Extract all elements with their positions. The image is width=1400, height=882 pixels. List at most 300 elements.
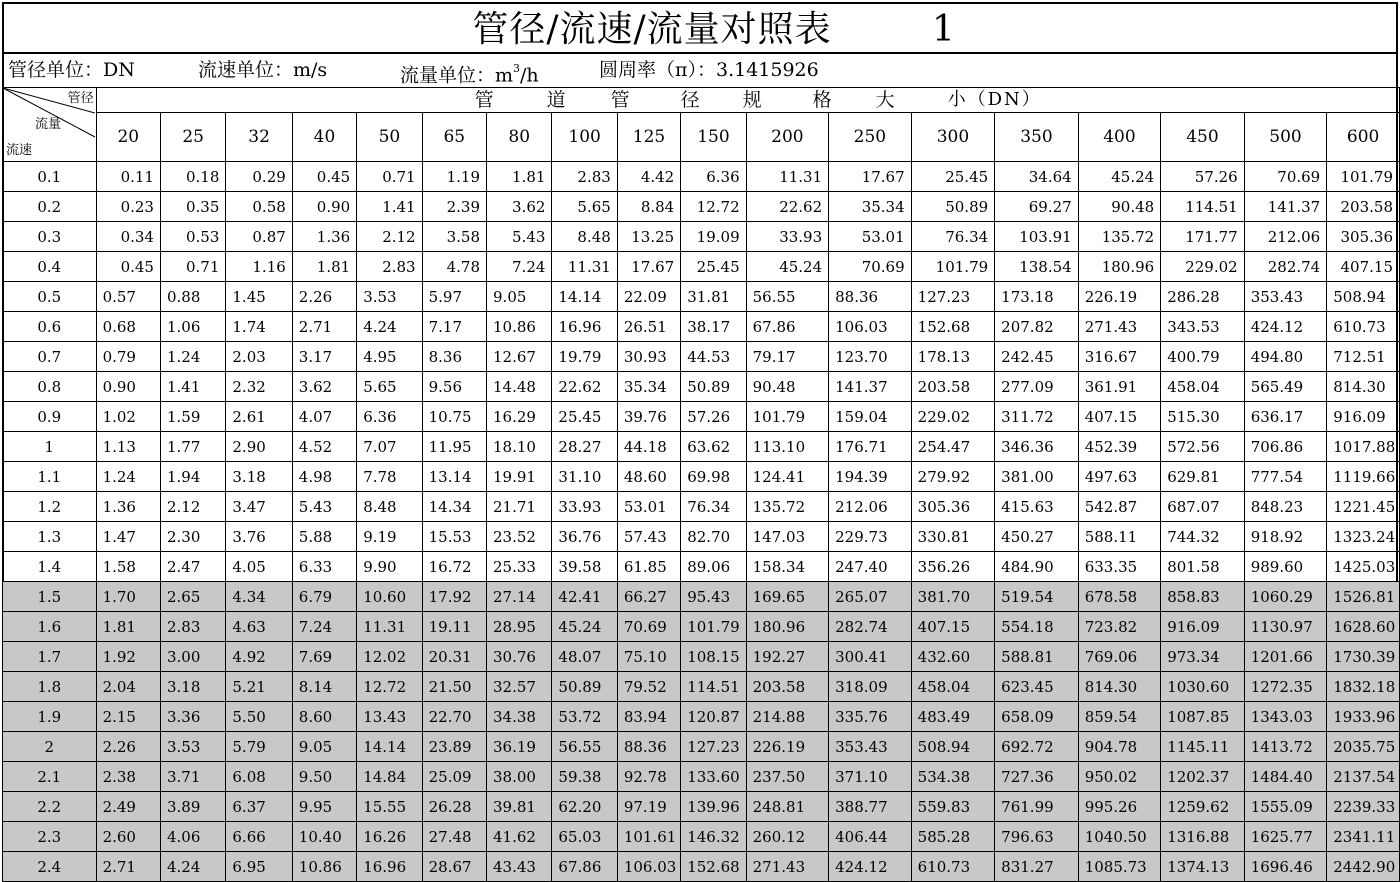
spec-header-char: 径 — [680, 89, 702, 111]
flow-value-cell: 9.56 — [422, 372, 486, 402]
flow-value-cell: 19.91 — [487, 462, 552, 492]
pi-value-label: 圆周率（π）：3.1415926 — [599, 59, 819, 81]
flow-value-cell: 82.70 — [681, 522, 746, 552]
velocity-cell: 0.6 — [3, 312, 97, 342]
flow-value-cell: 32.57 — [487, 672, 552, 702]
flow-value-cell: 2341.11 — [1327, 822, 1400, 852]
flow-value-cell: 904.78 — [1078, 732, 1161, 762]
flow-value-cell: 14.34 — [422, 492, 486, 522]
flow-value-cell: 3.53 — [357, 282, 422, 312]
flow-value-cell: 44.53 — [681, 342, 746, 372]
flow-value-cell: 1272.35 — [1244, 672, 1327, 702]
flow-value-cell: 388.77 — [829, 792, 912, 822]
flow-value-cell: 950.02 — [1078, 762, 1161, 792]
flow-value-cell: 146.32 — [681, 822, 746, 852]
velocity-cell: 1.4 — [3, 552, 97, 582]
flow-value-cell: 25.45 — [552, 402, 617, 432]
table-row — [3, 702, 1400, 732]
flow-value-cell: 1.81 — [96, 612, 160, 642]
flow-value-cell: 692.72 — [995, 732, 1079, 762]
flow-value-cell: 22.70 — [422, 702, 486, 732]
flow-value-cell: 5.79 — [226, 732, 292, 762]
flow-value-cell: 6.95 — [226, 852, 292, 882]
flow-value-cell: 28.95 — [487, 612, 552, 642]
table-row — [3, 822, 1400, 852]
flow-value-cell: 1696.46 — [1244, 852, 1327, 882]
flow-value-cell: 515.30 — [1161, 402, 1245, 432]
flow-value-cell: 3.47 — [226, 492, 292, 522]
flow-value-cell: 10.60 — [357, 582, 422, 612]
table-row — [3, 462, 1400, 492]
flow-value-cell: 0.88 — [160, 282, 225, 312]
velocity-cell: 1.7 — [3, 642, 97, 672]
flow-value-cell: 14.14 — [552, 282, 617, 312]
flow-value-cell: 8.84 — [617, 192, 680, 222]
flow-value-cell: 1526.81 — [1327, 582, 1400, 612]
flow-value-cell: 916.09 — [1161, 612, 1245, 642]
flow-value-cell: 9.05 — [292, 732, 356, 762]
velocity-cell: 0.3 — [3, 222, 97, 252]
flow-value-cell: 2442.90 — [1327, 852, 1400, 882]
flow-value-cell: 1730.39 — [1327, 642, 1400, 672]
flow-value-cell: 15.55 — [357, 792, 422, 822]
flow-value-cell: 12.72 — [357, 672, 422, 702]
flow-value-cell: 1.16 — [226, 252, 292, 282]
flow-value-cell: 300.41 — [829, 642, 912, 672]
flow-value-cell: 623.45 — [995, 672, 1079, 702]
flow-value-cell: 330.81 — [911, 522, 995, 552]
flow-value-cell: 10.75 — [422, 402, 486, 432]
flow-value-cell: 1.81 — [487, 162, 552, 192]
flow-value-cell: 31.81 — [681, 282, 746, 312]
flow-value-cell: 36.19 — [487, 732, 552, 762]
flow-value-cell: 17.92 — [422, 582, 486, 612]
flow-value-cell: 97.19 — [617, 792, 680, 822]
column-header-dn: 100 — [552, 113, 617, 162]
flow-value-cell: 83.94 — [617, 702, 680, 732]
velocity-cell: 1.3 — [3, 522, 97, 552]
column-header-dn: 450 — [1161, 113, 1245, 162]
flow-value-cell: 14.84 — [357, 762, 422, 792]
flow-value-cell: 801.58 — [1161, 552, 1245, 582]
column-header-dn: 150 — [681, 113, 746, 162]
flow-value-cell: 6.79 — [292, 582, 356, 612]
corner-label-flow: 流量 — [35, 117, 62, 132]
flow-value-cell: 318.09 — [829, 672, 912, 702]
flow-value-cell: 248.81 — [746, 792, 829, 822]
table-row — [3, 192, 1400, 222]
flow-value-cell: 916.09 — [1327, 402, 1400, 432]
column-header-dn: 50 — [357, 113, 422, 162]
flow-value-cell: 16.26 — [357, 822, 422, 852]
flow-value-cell: 1.02 — [96, 402, 160, 432]
title-number: 1 — [932, 9, 955, 50]
table-row — [3, 222, 1400, 252]
table-row — [3, 522, 1400, 552]
corner-label-diameter: 管径 — [67, 91, 94, 106]
table-row — [3, 552, 1400, 582]
flow-value-cell: 66.27 — [617, 582, 680, 612]
flow-value-cell: 8.48 — [357, 492, 422, 522]
flow-value-cell: 1316.88 — [1161, 822, 1245, 852]
flow-value-cell: 0.35 — [160, 192, 225, 222]
flow-value-cell: 7.17 — [422, 312, 486, 342]
flow-value-cell: 19.79 — [552, 342, 617, 372]
flow-value-cell: 95.43 — [681, 582, 746, 612]
flow-value-cell: 633.35 — [1078, 552, 1161, 582]
flow-value-cell: 265.07 — [829, 582, 912, 612]
flow-value-cell: 13.43 — [357, 702, 422, 732]
flow-value-cell: 65.03 — [552, 822, 617, 852]
velocity-cell: 1.1 — [3, 462, 97, 492]
flow-value-cell: 56.55 — [746, 282, 829, 312]
flow-value-cell: 27.14 — [487, 582, 552, 612]
flow-value-cell: 2239.33 — [1327, 792, 1400, 822]
flow-value-cell: 178.13 — [911, 342, 995, 372]
flow-unit-superscript: 3 — [513, 62, 521, 75]
flow-value-cell: 353.43 — [1244, 282, 1327, 312]
flow-value-cell: 1625.77 — [1244, 822, 1327, 852]
flow-value-cell: 43.43 — [487, 852, 552, 882]
flow-value-cell: 1040.50 — [1078, 822, 1161, 852]
flow-value-cell: 458.04 — [1161, 372, 1245, 402]
flow-value-cell: 407.15 — [911, 612, 995, 642]
flow-value-cell: 3.62 — [292, 372, 356, 402]
flow-value-cell: 2.12 — [357, 222, 422, 252]
flow-value-cell: 0.68 — [96, 312, 160, 342]
flow-value-cell: 356.26 — [911, 552, 995, 582]
flow-value-cell: 0.71 — [160, 252, 225, 282]
flow-value-cell: 67.86 — [552, 852, 617, 882]
spec-header-char: 格 — [812, 89, 834, 111]
flow-value-cell: 1.92 — [96, 642, 160, 672]
flow-value-cell: 519.54 — [995, 582, 1079, 612]
flow-value-cell: 1.58 — [96, 552, 160, 582]
flow-value-cell: 63.62 — [681, 432, 746, 462]
flow-value-cell: 542.87 — [1078, 492, 1161, 522]
flow-value-cell: 30.76 — [487, 642, 552, 672]
table-row — [3, 372, 1400, 402]
column-header-dn: 32 — [226, 113, 292, 162]
flow-value-cell: 424.12 — [1244, 312, 1327, 342]
flow-value-cell: 814.30 — [1327, 372, 1400, 402]
velocity-cell: 0.2 — [3, 192, 97, 222]
flow-value-cell: 2.39 — [422, 192, 486, 222]
flow-value-cell: 3.18 — [226, 462, 292, 492]
table-row — [3, 492, 1400, 522]
flow-value-cell: 3.18 — [160, 672, 225, 702]
table-row — [3, 402, 1400, 432]
flow-value-cell: 7.24 — [292, 612, 356, 642]
flow-value-cell: 26.28 — [422, 792, 486, 822]
flow-value-cell: 41.62 — [487, 822, 552, 852]
flow-value-cell: 11.95 — [422, 432, 486, 462]
velocity-cell: 2 — [3, 732, 97, 762]
flow-value-cell: 1.94 — [160, 462, 225, 492]
flow-value-cell: 744.32 — [1161, 522, 1245, 552]
flow-value-cell: 139.96 — [681, 792, 746, 822]
flow-value-cell: 452.39 — [1078, 432, 1161, 462]
flow-value-cell: 1.45 — [226, 282, 292, 312]
flow-value-cell: 113.10 — [746, 432, 829, 462]
table-row — [3, 732, 1400, 762]
flow-value-cell: 858.83 — [1161, 582, 1245, 612]
flow-value-cell: 1933.96 — [1327, 702, 1400, 732]
flow-value-cell: 706.86 — [1244, 432, 1327, 462]
flow-value-cell: 88.36 — [829, 282, 912, 312]
flow-value-cell: 305.36 — [911, 492, 995, 522]
flow-value-cell: 5.50 — [226, 702, 292, 732]
spec-header-char: 道 — [546, 89, 568, 111]
flow-value-cell: 138.54 — [995, 252, 1079, 282]
flow-value-cell: 335.76 — [829, 702, 912, 732]
flow-value-cell: 723.82 — [1078, 612, 1161, 642]
flow-value-cell: 3.00 — [160, 642, 225, 672]
flow-value-cell: 212.06 — [1244, 222, 1327, 252]
flow-value-cell: 19.11 — [422, 612, 486, 642]
flow-value-cell: 2137.54 — [1327, 762, 1400, 792]
flow-value-cell: 90.48 — [746, 372, 829, 402]
flow-value-cell: 101.79 — [911, 252, 995, 282]
flow-value-cell: 1484.40 — [1244, 762, 1327, 792]
flow-value-cell: 483.49 — [911, 702, 995, 732]
velocity-cell: 1.5 — [3, 582, 97, 612]
corner-header-cell — [3, 88, 97, 162]
flow-value-cell: 1425.03 — [1327, 552, 1400, 582]
flow-value-cell: 286.28 — [1161, 282, 1245, 312]
flow-value-cell: 1555.09 — [1244, 792, 1327, 822]
flow-value-cell: 176.71 — [829, 432, 912, 462]
flow-value-cell: 381.00 — [995, 462, 1079, 492]
velocity-cell: 1.9 — [3, 702, 97, 732]
flow-value-cell: 101.61 — [617, 822, 680, 852]
flow-value-cell: 12.72 — [681, 192, 746, 222]
flow-value-cell: 5.65 — [357, 372, 422, 402]
flow-value-cell: 2.83 — [160, 612, 225, 642]
flow-value-cell: 0.34 — [96, 222, 160, 252]
flow-value-cell: 194.39 — [829, 462, 912, 492]
flow-value-cell: 5.65 — [552, 192, 617, 222]
flow-value-cell: 2.71 — [96, 852, 160, 882]
flow-value-cell: 989.60 — [1244, 552, 1327, 582]
flow-value-cell: 859.54 — [1078, 702, 1161, 732]
flow-value-cell: 101.79 — [681, 612, 746, 642]
header-row-spec — [3, 88, 1400, 113]
flow-value-cell: 237.50 — [746, 762, 829, 792]
flow-value-cell: 1221.45 — [1327, 492, 1400, 522]
flow-value-cell: 361.91 — [1078, 372, 1161, 402]
flow-value-cell: 18.10 — [487, 432, 552, 462]
velocity-cell: 0.4 — [3, 252, 97, 282]
table-row — [3, 252, 1400, 282]
flow-value-cell: 90.48 — [1078, 192, 1161, 222]
flow-value-cell: 1.36 — [292, 222, 356, 252]
flow-value-cell: 610.73 — [911, 852, 995, 882]
flow-value-cell: 5.21 — [226, 672, 292, 702]
flow-value-cell: 2.61 — [226, 402, 292, 432]
flow-value-cell: 7.07 — [357, 432, 422, 462]
flow-value-cell: 769.06 — [1078, 642, 1161, 672]
flow-value-cell: 39.76 — [617, 402, 680, 432]
flow-value-cell: 152.68 — [681, 852, 746, 882]
table-row — [3, 432, 1400, 462]
table-row — [3, 672, 1400, 702]
table-row — [3, 282, 1400, 312]
flow-value-cell: 152.68 — [911, 312, 995, 342]
flow-value-cell: 712.51 — [1327, 342, 1400, 372]
flow-value-cell: 2.32 — [226, 372, 292, 402]
velocity-cell: 0.7 — [3, 342, 97, 372]
flow-value-cell: 180.96 — [746, 612, 829, 642]
velocity-cell: 2.2 — [3, 792, 97, 822]
flow-value-cell: 508.94 — [911, 732, 995, 762]
flow-value-cell: 4.24 — [160, 852, 225, 882]
flow-value-cell: 11.31 — [746, 162, 829, 192]
flow-value-cell: 458.04 — [911, 672, 995, 702]
flow-value-cell: 494.80 — [1244, 342, 1327, 372]
flow-value-cell: 70.69 — [829, 252, 912, 282]
flow-value-cell: 53.72 — [552, 702, 617, 732]
flow-value-cell: 59.38 — [552, 762, 617, 792]
flow-value-cell: 588.11 — [1078, 522, 1161, 552]
flow-value-cell: 26.51 — [617, 312, 680, 342]
flow-value-cell: 9.50 — [292, 762, 356, 792]
column-header-dn: 20 — [96, 113, 160, 162]
flow-value-cell: 9.05 — [487, 282, 552, 312]
flow-value-cell: 0.57 — [96, 282, 160, 312]
flow-value-cell: 76.34 — [681, 492, 746, 522]
flow-value-cell: 14.48 — [487, 372, 552, 402]
flow-value-cell: 381.70 — [911, 582, 995, 612]
flow-value-cell: 38.00 — [487, 762, 552, 792]
flow-value-cell: 305.36 — [1327, 222, 1400, 252]
flow-value-cell: 192.27 — [746, 642, 829, 672]
flow-value-cell: 1259.62 — [1161, 792, 1245, 822]
flow-value-cell: 207.82 — [995, 312, 1079, 342]
flow-value-cell: 11.31 — [552, 252, 617, 282]
flow-value-cell: 0.79 — [96, 342, 160, 372]
page-title: 管径/流速/流量对照表 — [472, 9, 832, 50]
flow-value-cell: 22.62 — [552, 372, 617, 402]
velocity-cell: 0.5 — [3, 282, 97, 312]
flow-value-cell: 88.36 — [617, 732, 680, 762]
flow-value-cell: 4.92 — [226, 642, 292, 672]
flow-value-cell: 34.64 — [995, 162, 1079, 192]
flow-value-cell: 124.41 — [746, 462, 829, 492]
flow-value-cell: 5.97 — [422, 282, 486, 312]
flow-value-cell: 133.60 — [681, 762, 746, 792]
flow-value-cell: 203.58 — [746, 672, 829, 702]
flow-value-cell: 0.90 — [292, 192, 356, 222]
flow-value-cell: 12.02 — [357, 642, 422, 672]
flow-value-cell: 1.59 — [160, 402, 225, 432]
flow-value-cell: 180.96 — [1078, 252, 1161, 282]
flow-value-cell: 229.02 — [1161, 252, 1245, 282]
flow-value-cell: 4.06 — [160, 822, 225, 852]
flow-value-cell: 4.05 — [226, 552, 292, 582]
flow-value-cell: 69.98 — [681, 462, 746, 492]
flow-value-cell: 4.34 — [226, 582, 292, 612]
flow-value-cell: 254.47 — [911, 432, 995, 462]
velocity-cell: 0.8 — [3, 372, 97, 402]
flow-value-cell: 2.26 — [292, 282, 356, 312]
column-header-dn: 600 — [1327, 113, 1400, 162]
flow-value-cell: 123.70 — [829, 342, 912, 372]
flow-value-cell: 114.51 — [681, 672, 746, 702]
flow-value-cell: 10.86 — [292, 852, 356, 882]
flow-value-cell: 53.01 — [617, 492, 680, 522]
flow-value-cell: 1201.66 — [1244, 642, 1327, 672]
flow-value-cell: 9.19 — [357, 522, 422, 552]
flow-value-cell: 2.83 — [357, 252, 422, 282]
flow-value-cell: 28.67 — [422, 852, 486, 882]
flow-value-cell: 1343.03 — [1244, 702, 1327, 732]
flow-value-cell: 70.69 — [617, 612, 680, 642]
flow-value-cell: 101.79 — [1327, 162, 1400, 192]
flow-value-cell: 1085.73 — [1078, 852, 1161, 882]
flow-value-cell: 169.65 — [746, 582, 829, 612]
velocity-cell: 2.1 — [3, 762, 97, 792]
corner-label-velocity: 流速 — [6, 143, 33, 158]
flow-value-cell: 62.20 — [552, 792, 617, 822]
flow-value-cell: 27.48 — [422, 822, 486, 852]
flow-value-cell: 1060.29 — [1244, 582, 1327, 612]
flow-value-cell: 53.01 — [829, 222, 912, 252]
flow-value-cell: 0.45 — [292, 162, 356, 192]
flow-value-cell: 141.37 — [1244, 192, 1327, 222]
flow-value-cell: 6.08 — [226, 762, 292, 792]
column-header-dn: 25 — [160, 113, 225, 162]
flow-value-cell: 25.45 — [681, 252, 746, 282]
flow-value-cell: 0.87 — [226, 222, 292, 252]
flow-value-cell: 554.18 — [995, 612, 1079, 642]
flow-value-cell: 25.33 — [487, 552, 552, 582]
flow-value-cell: 2035.75 — [1327, 732, 1400, 762]
flow-value-cell: 0.53 — [160, 222, 225, 252]
velocity-cell: 1.8 — [3, 672, 97, 702]
flow-value-cell: 3.76 — [226, 522, 292, 552]
flow-value-cell: 5.43 — [487, 222, 552, 252]
flow-value-cell: 147.03 — [746, 522, 829, 552]
flow-value-cell: 1628.60 — [1327, 612, 1400, 642]
table-row — [3, 762, 1400, 792]
table-row — [3, 312, 1400, 342]
flow-value-cell: 918.92 — [1244, 522, 1327, 552]
spec-header-char: 小（DN） — [947, 89, 1042, 110]
flow-value-cell: 407.15 — [1078, 402, 1161, 432]
flow-value-cell: 2.30 — [160, 522, 225, 552]
flow-value-cell: 3.89 — [160, 792, 225, 822]
flow-value-cell: 79.52 — [617, 672, 680, 702]
flow-value-cell: 7.69 — [292, 642, 356, 672]
flow-value-cell: 3.71 — [160, 762, 225, 792]
flow-value-cell: 585.28 — [911, 822, 995, 852]
flow-value-cell: 508.94 — [1327, 282, 1400, 312]
flow-value-cell: 1832.18 — [1327, 672, 1400, 702]
flow-value-cell: 31.10 — [552, 462, 617, 492]
table-row — [3, 582, 1400, 612]
flow-value-cell: 4.63 — [226, 612, 292, 642]
flow-value-cell: 22.09 — [617, 282, 680, 312]
flow-value-cell: 1.41 — [357, 192, 422, 222]
spec-header-char: 大 — [875, 89, 897, 111]
table-row — [3, 852, 1400, 882]
flow-value-cell: 35.34 — [829, 192, 912, 222]
flow-value-cell: 135.72 — [1078, 222, 1161, 252]
flow-value-cell: 282.74 — [1244, 252, 1327, 282]
flow-value-cell: 229.02 — [911, 402, 995, 432]
flow-value-cell: 796.63 — [995, 822, 1079, 852]
